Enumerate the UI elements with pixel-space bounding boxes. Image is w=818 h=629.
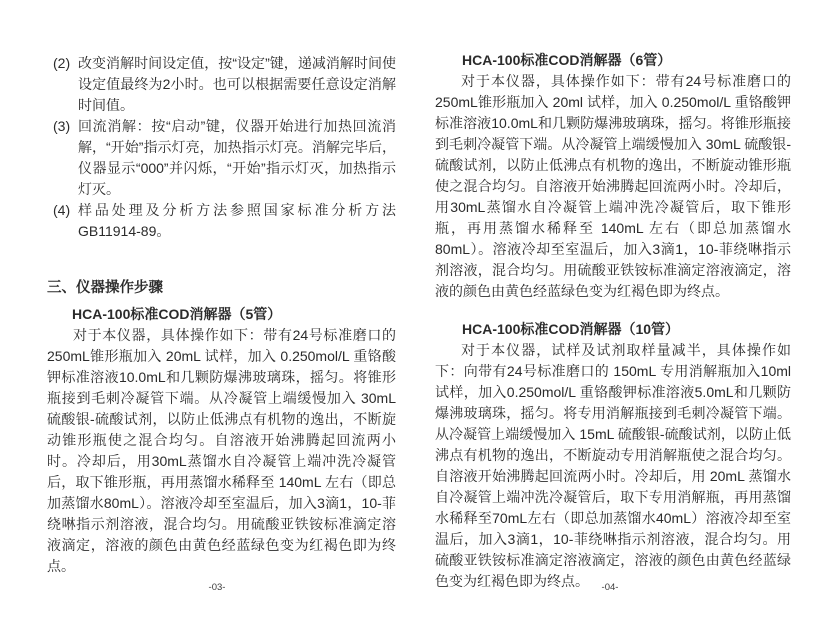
list-item-4 bbox=[47, 200, 396, 242]
section-heading-operation-steps: 三、仪器操作步骤 bbox=[47, 280, 163, 296]
subsection-body-6-tube: 对于本仪器，具体操作如下：带有24号标准磨口的250mL锥形瓶加入 20ml 试样，加入 0.250mol/L 重铬酸钾标准溶液10.0mL和几颗防爆沸玻璃珠，摇匀。将锥形瓶接到毛刺冷凝管下端。从冷凝管上端缓慢加入 30mL 硫酸银-硫酸试剂，以防止低沸点有机物的逸出，不断旋动锥形瓶使之混合均匀。自溶液开始沸腾起回流两小时。冷却后，用30mL蒸馏水自冷凝管上端冲洗冷凝管后，取下锥形瓶，再用蒸馏水稀释至 140mL 左右（即总加蒸馏水80mL）。溶液冷却至室温后，加入3滴1，10-菲绕啉指示剂溶液，混合均匀。用硫酸亚铁铵标准滴定溶液滴定，溶液的颜色由黄色经蓝绿色变为红褐色即为终点。 bbox=[435, 73, 791, 299]
list-item-text: 样品处理及分析方法参照国家标准分析方法GB11914-89。 bbox=[78, 202, 396, 239]
list-item-2 bbox=[47, 53, 396, 116]
page-left bbox=[47, 53, 396, 577]
subsection-body-5-tube: 对于本仪器，具体操作如下：带有24号标准磨口的250mL锥形瓶加入 20mL 试样，加入 0.250mol/L 重铬酸钾标准溶液10.0mL和几颗防爆沸玻璃珠，摇匀。将锥形瓶接到毛刺冷凝管下端。从冷凝管上端缓慢加入 30mL 硫酸银-硫酸试剂，以防止低沸点有机物的逸出，不断旋动锥形瓶使之混合均匀。自溶液开始沸腾起回流两小时。冷却后，用30mL蒸馏水自冷凝管上端冲洗冷凝管后，取下锥形瓶，再用蒸馏水稀释至 140mL 左右（即总加蒸馏水80mL）。溶液冷却至室温后，加入3滴1，10-菲绕啉指示剂溶液，混合均匀。用硫酸亚铁铵标准滴定溶液滴定，溶液的颜色由黄色经蓝绿色变为红褐色即为终点。 bbox=[47, 327, 396, 574]
list-item-marker: (4) bbox=[53, 202, 71, 218]
list-item-marker: (3) bbox=[53, 118, 71, 134]
subsection-heading-6-tube: HCA-100标准COD消解器（6管） bbox=[462, 52, 672, 68]
list-item-text: 改变消解时间设定值，按“设定”键，递减消解时间使设定值最终为2小时。也可以根据需要任意设定消解时间值。 bbox=[78, 55, 396, 113]
numbered-list bbox=[47, 53, 396, 242]
list-item-marker: (2) bbox=[53, 55, 71, 71]
subsection-heading-5-tube: HCA-100标准COD消解器（5管） bbox=[72, 306, 282, 322]
page-number-left: -03- bbox=[208, 582, 226, 593]
list-item-3 bbox=[47, 116, 396, 200]
page-right bbox=[435, 50, 791, 592]
page-number-right: -04- bbox=[601, 582, 619, 593]
subsection-body-10-tube: 对于本仪器，试样及试剂取样量减半，具体操作如下：向带有24号标准磨口的 150mL 专用消解瓶加入10ml试样，加入0.250mol/L 重铬酸钾标准溶液5.0mL和几颗防爆沸玻璃珠，摇匀。将专用消解瓶接到毛刺冷凝管下端。从冷凝管上端缓慢加入 15mL 硫酸银-硫酸试剂，以防止低沸点有机物的逸出，不断旋动专用消解瓶使之混合均匀。自溶液开始沸腾起回流两小时。冷却后，用 20mL 蒸馏水自冷凝管上端冲洗冷凝管后，取下专用消解瓶，再用蒸馏水稀释至70mL左右（即总加蒸馏水40mL）溶液冷却至室温后，加入3滴1，10-菲绕啉指示剂溶液，混合均匀。用硫酸亚铁铵标准滴定溶液滴定，溶液的颜色由黄色经蓝绿色变为红褐色即为终点。 bbox=[435, 342, 791, 589]
list-item-text: 回流消解：按“启动”键，仪器开始进行加热回流消解，“开始”指示灯亮，加热指示灯亮。消解完毕后，仪器显示“000”并闪烁，“开始”指示灯灭，加热指示灯灭。 bbox=[78, 118, 396, 197]
subsection-heading-10-tube: HCA-100标准COD消解器（10管） bbox=[462, 321, 680, 337]
